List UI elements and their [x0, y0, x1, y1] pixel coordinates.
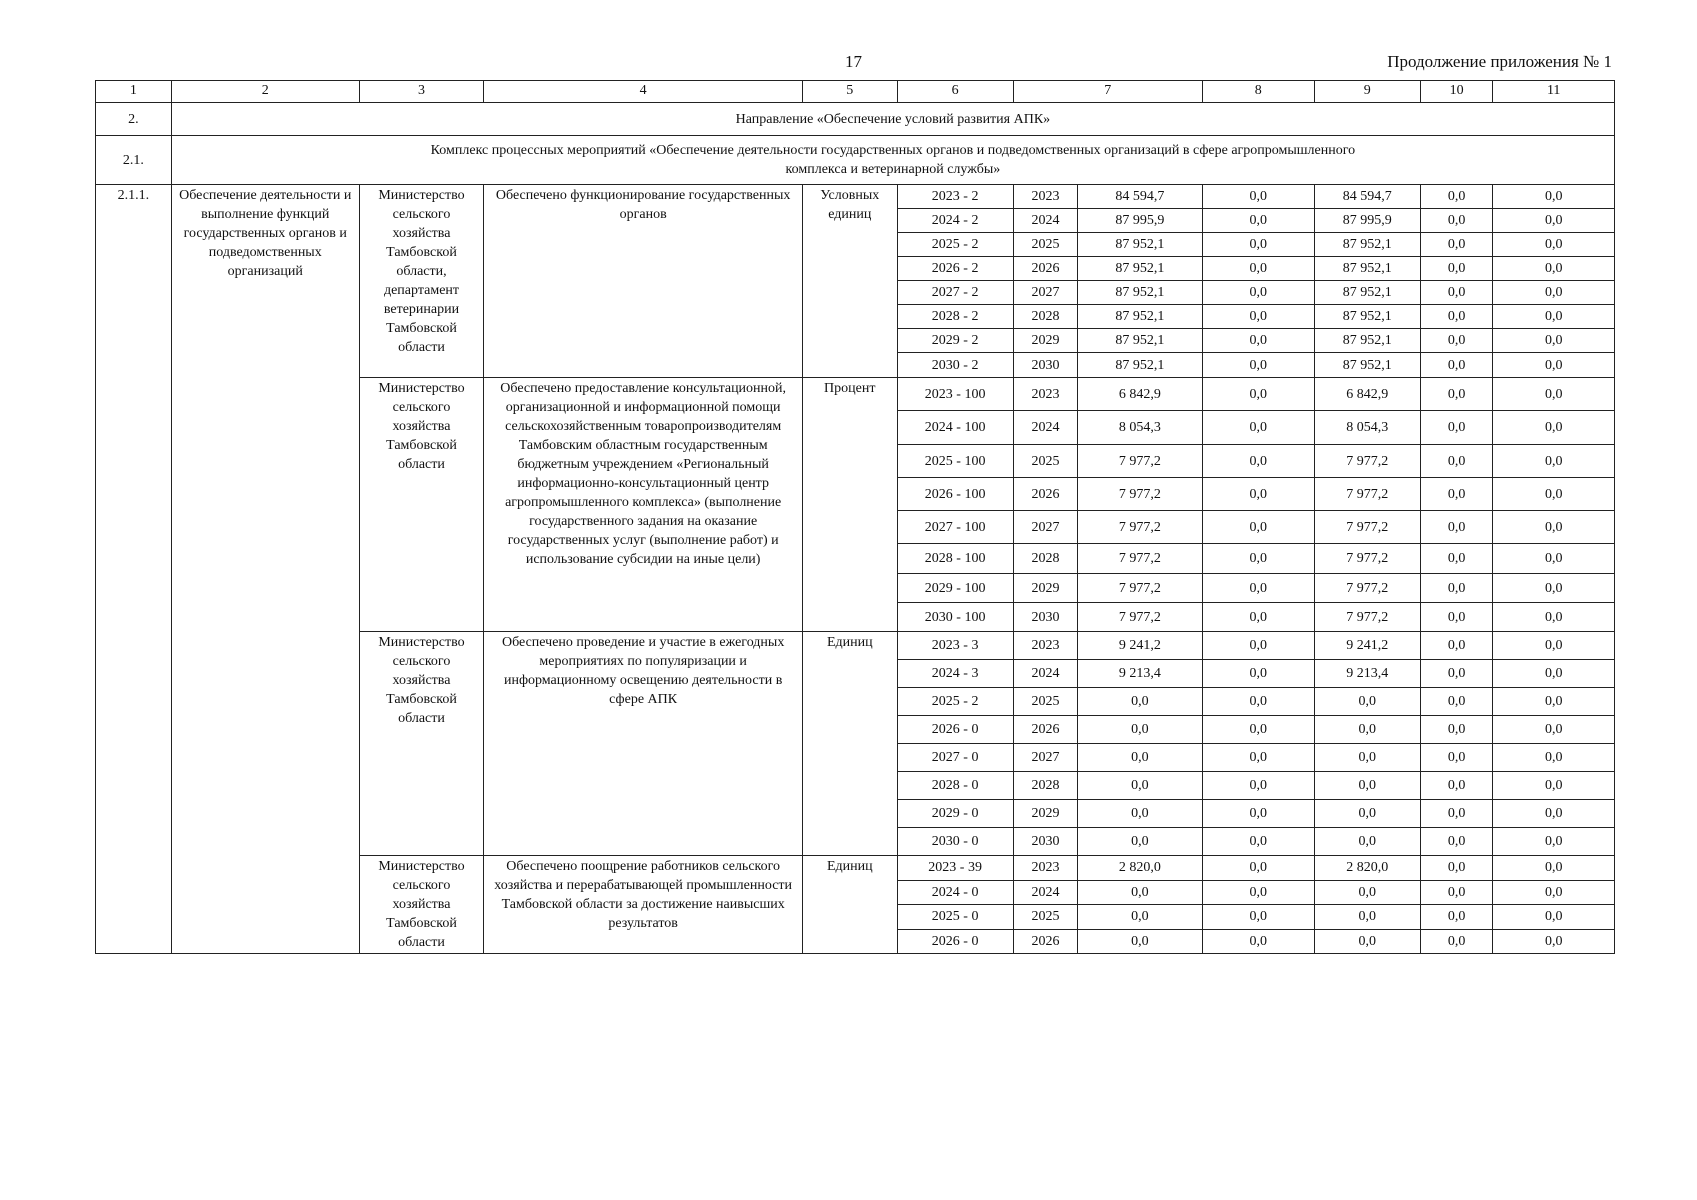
unit: Условных единиц [803, 185, 897, 378]
local-amount: 0,0 [1420, 632, 1493, 660]
target-value: 2026 - 0 [897, 929, 1013, 954]
executor: Министерство сельского хозяйства Тамбовской области [359, 856, 484, 954]
year: 2025 [1013, 445, 1077, 478]
total-amount: 87 952,1 [1078, 233, 1203, 257]
year: 2029 [1013, 329, 1077, 353]
result-description: Обеспечено поощрение работников сельского хозяйства и перерабатывающей промышленности Тамбовской области за достижение наивысших результатов [484, 856, 803, 954]
extrabudget-amount: 0,0 [1493, 445, 1615, 478]
extrabudget-amount: 0,0 [1493, 603, 1615, 632]
year: 2026 [1013, 257, 1077, 281]
regional-amount: 7 977,2 [1314, 511, 1420, 544]
extrabudget-amount: 0,0 [1493, 257, 1615, 281]
federal-amount: 0,0 [1202, 329, 1314, 353]
federal-amount: 0,0 [1202, 744, 1314, 772]
federal-amount: 0,0 [1202, 511, 1314, 544]
target-value: 2030 - 0 [897, 828, 1013, 856]
local-amount: 0,0 [1420, 574, 1493, 603]
federal-amount: 0,0 [1202, 660, 1314, 688]
target-value: 2030 - 2 [897, 353, 1013, 378]
regional-amount: 7 977,2 [1314, 478, 1420, 511]
local-amount: 0,0 [1420, 305, 1493, 329]
column-number: 3 [359, 81, 484, 103]
year: 2025 [1013, 688, 1077, 716]
continuation-label: Продолжение приложения № 1 [1387, 52, 1612, 71]
federal-amount: 0,0 [1202, 688, 1314, 716]
year: 2027 [1013, 744, 1077, 772]
regional-amount: 0,0 [1314, 716, 1420, 744]
regional-amount: 0,0 [1314, 880, 1420, 905]
local-amount: 0,0 [1420, 828, 1493, 856]
regional-amount: 6 842,9 [1314, 378, 1420, 411]
local-amount: 0,0 [1420, 329, 1493, 353]
regional-amount: 7 977,2 [1314, 603, 1420, 632]
result-description: Обеспечено функционирование государственных органов [484, 185, 803, 378]
result-description: Обеспечено проведение и участие в ежегодных мероприятиях по популяризации и информационному освещению деятельности в сфере АПК [484, 632, 803, 856]
target-value: 2025 - 0 [897, 905, 1013, 930]
target-value: 2024 - 3 [897, 660, 1013, 688]
regional-amount: 0,0 [1314, 828, 1420, 856]
regional-amount: 7 977,2 [1314, 574, 1420, 603]
regional-amount: 0,0 [1314, 905, 1420, 930]
extrabudget-amount: 0,0 [1493, 800, 1615, 828]
target-value: 2024 - 2 [897, 209, 1013, 233]
extrabudget-amount: 0,0 [1493, 744, 1615, 772]
federal-amount: 0,0 [1202, 185, 1314, 209]
federal-amount: 0,0 [1202, 929, 1314, 954]
column-number: 2 [171, 81, 359, 103]
result-description: Обеспечено предоставление консультационной, организационной и информационной помощи сельскохозяйственным товаропроизводителям Тамбовским областным государственным бюджетным учреждением «Региональный информационно-консультационный центр агропромышленного комплекса» (выполнение государственного задания на оказание государственных услуг (выполнение работ) и использование субсидии на иные цели) [484, 378, 803, 632]
local-amount: 0,0 [1420, 544, 1493, 574]
target-value: 2030 - 100 [897, 603, 1013, 632]
federal-amount: 0,0 [1202, 305, 1314, 329]
regional-amount: 87 952,1 [1314, 281, 1420, 305]
total-amount: 87 952,1 [1078, 281, 1203, 305]
regional-amount: 87 952,1 [1314, 353, 1420, 378]
year: 2023 [1013, 632, 1077, 660]
total-amount: 6 842,9 [1078, 378, 1203, 411]
total-amount: 0,0 [1078, 800, 1203, 828]
total-amount: 0,0 [1078, 828, 1203, 856]
regional-amount: 0,0 [1314, 744, 1420, 772]
year: 2024 [1013, 660, 1077, 688]
unit: Единиц [803, 856, 897, 954]
year: 2027 [1013, 511, 1077, 544]
extrabudget-amount: 0,0 [1493, 772, 1615, 800]
target-value: 2029 - 0 [897, 800, 1013, 828]
regional-amount: 87 952,1 [1314, 305, 1420, 329]
local-amount: 0,0 [1420, 660, 1493, 688]
regional-amount: 7 977,2 [1314, 544, 1420, 574]
year: 2024 [1013, 411, 1077, 445]
extrabudget-amount: 0,0 [1493, 329, 1615, 353]
federal-amount: 0,0 [1202, 478, 1314, 511]
target-value: 2024 - 100 [897, 411, 1013, 445]
federal-amount: 0,0 [1202, 632, 1314, 660]
total-amount: 7 977,2 [1078, 445, 1203, 478]
local-amount: 0,0 [1420, 929, 1493, 954]
year: 2024 [1013, 209, 1077, 233]
extrabudget-amount: 0,0 [1493, 185, 1615, 209]
total-amount: 0,0 [1078, 744, 1203, 772]
local-amount: 0,0 [1420, 209, 1493, 233]
column-number: 1 [96, 81, 172, 103]
total-amount: 84 594,7 [1078, 185, 1203, 209]
target-value: 2025 - 2 [897, 688, 1013, 716]
page-number: 17 [845, 52, 862, 71]
executor: Министерство сельского хозяйства Тамбовской области, департамент ветеринарии Тамбовской области [359, 185, 484, 378]
year: 2027 [1013, 281, 1077, 305]
federal-amount: 0,0 [1202, 828, 1314, 856]
local-amount: 0,0 [1420, 856, 1493, 881]
year: 2026 [1013, 478, 1077, 511]
unit: Процент [803, 378, 897, 632]
total-amount: 87 995,9 [1078, 209, 1203, 233]
target-value: 2027 - 2 [897, 281, 1013, 305]
executor: Министерство сельского хозяйства Тамбовской области [359, 632, 484, 856]
total-amount: 0,0 [1078, 772, 1203, 800]
total-amount: 7 977,2 [1078, 478, 1203, 511]
regional-amount: 2 820,0 [1314, 856, 1420, 881]
extrabudget-amount: 0,0 [1493, 305, 1615, 329]
total-amount: 9 241,2 [1078, 632, 1203, 660]
column-number: 6 [897, 81, 1013, 103]
regional-amount: 87 952,1 [1314, 329, 1420, 353]
target-value: 2029 - 2 [897, 329, 1013, 353]
regional-amount: 87 995,9 [1314, 209, 1420, 233]
target-value: 2024 - 0 [897, 880, 1013, 905]
column-number: 4 [484, 81, 803, 103]
total-amount: 7 977,2 [1078, 603, 1203, 632]
extrabudget-amount: 0,0 [1493, 880, 1615, 905]
local-amount: 0,0 [1420, 233, 1493, 257]
total-amount: 87 952,1 [1078, 329, 1203, 353]
extrabudget-amount: 0,0 [1493, 574, 1615, 603]
year: 2029 [1013, 800, 1077, 828]
federal-amount: 0,0 [1202, 544, 1314, 574]
column-number: 10 [1420, 81, 1493, 103]
local-amount: 0,0 [1420, 411, 1493, 445]
federal-amount: 0,0 [1202, 772, 1314, 800]
regional-amount: 87 952,1 [1314, 257, 1420, 281]
local-amount: 0,0 [1420, 688, 1493, 716]
target-value: 2028 - 100 [897, 544, 1013, 574]
extrabudget-amount: 0,0 [1493, 856, 1615, 881]
local-amount: 0,0 [1420, 478, 1493, 511]
target-value: 2023 - 100 [897, 378, 1013, 411]
federal-amount: 0,0 [1202, 209, 1314, 233]
total-amount: 87 952,1 [1078, 305, 1203, 329]
total-amount: 0,0 [1078, 929, 1203, 954]
total-amount: 7 977,2 [1078, 544, 1203, 574]
total-amount: 0,0 [1078, 880, 1203, 905]
federal-amount: 0,0 [1202, 716, 1314, 744]
year: 2028 [1013, 772, 1077, 800]
regional-amount: 0,0 [1314, 688, 1420, 716]
section-row [96, 103, 1615, 136]
total-amount: 2 820,0 [1078, 856, 1203, 881]
total-amount: 0,0 [1078, 716, 1203, 744]
item-number: 2.1.1. [96, 185, 172, 954]
total-amount: 87 952,1 [1078, 353, 1203, 378]
target-value: 2027 - 100 [897, 511, 1013, 544]
extrabudget-amount: 0,0 [1493, 378, 1615, 411]
total-amount: 0,0 [1078, 688, 1203, 716]
target-value: 2023 - 2 [897, 185, 1013, 209]
section-title: Комплекс процессных мероприятий «Обеспечение деятельности государственных органов и подведомственных организаций в сфере агропромышленного комплекса и ветеринарной службы» [171, 136, 1614, 185]
year: 2023 [1013, 185, 1077, 209]
extrabudget-amount: 0,0 [1493, 716, 1615, 744]
regional-amount: 9 213,4 [1314, 660, 1420, 688]
section-number: 2.1. [96, 136, 172, 185]
extrabudget-amount: 0,0 [1493, 353, 1615, 378]
target-value: 2025 - 100 [897, 445, 1013, 478]
federal-amount: 0,0 [1202, 445, 1314, 478]
section-row [96, 136, 1615, 185]
target-value: 2028 - 2 [897, 305, 1013, 329]
regional-amount: 0,0 [1314, 772, 1420, 800]
year: 2028 [1013, 544, 1077, 574]
total-amount: 7 977,2 [1078, 511, 1203, 544]
local-amount: 0,0 [1420, 744, 1493, 772]
local-amount: 0,0 [1420, 800, 1493, 828]
extrabudget-amount: 0,0 [1493, 905, 1615, 930]
extrabudget-amount: 0,0 [1493, 281, 1615, 305]
local-amount: 0,0 [1420, 772, 1493, 800]
year: 2029 [1013, 574, 1077, 603]
local-amount: 0,0 [1420, 716, 1493, 744]
unit: Единиц [803, 632, 897, 856]
target-value: 2027 - 0 [897, 744, 1013, 772]
extrabudget-amount: 0,0 [1493, 511, 1615, 544]
regional-amount: 7 977,2 [1314, 445, 1420, 478]
regional-amount: 84 594,7 [1314, 185, 1420, 209]
local-amount: 0,0 [1420, 281, 1493, 305]
federal-amount: 0,0 [1202, 880, 1314, 905]
extrabudget-amount: 0,0 [1493, 209, 1615, 233]
local-amount: 0,0 [1420, 511, 1493, 544]
extrabudget-amount: 0,0 [1493, 632, 1615, 660]
year: 2028 [1013, 305, 1077, 329]
total-amount: 87 952,1 [1078, 257, 1203, 281]
target-value: 2029 - 100 [897, 574, 1013, 603]
program-table [95, 80, 1615, 954]
local-amount: 0,0 [1420, 353, 1493, 378]
target-value: 2028 - 0 [897, 772, 1013, 800]
column-number-row [96, 81, 1615, 103]
extrabudget-amount: 0,0 [1493, 929, 1615, 954]
target-value: 2026 - 100 [897, 478, 1013, 511]
total-amount: 8 054,3 [1078, 411, 1203, 445]
regional-amount: 8 054,3 [1314, 411, 1420, 445]
year: 2030 [1013, 828, 1077, 856]
year: 2030 [1013, 353, 1077, 378]
federal-amount: 0,0 [1202, 233, 1314, 257]
federal-amount: 0,0 [1202, 905, 1314, 930]
regional-amount: 0,0 [1314, 800, 1420, 828]
federal-amount: 0,0 [1202, 353, 1314, 378]
federal-amount: 0,0 [1202, 603, 1314, 632]
year: 2024 [1013, 880, 1077, 905]
local-amount: 0,0 [1420, 378, 1493, 411]
target-value: 2023 - 3 [897, 632, 1013, 660]
target-value: 2026 - 2 [897, 257, 1013, 281]
federal-amount: 0,0 [1202, 411, 1314, 445]
column-number: 11 [1493, 81, 1615, 103]
extrabudget-amount: 0,0 [1493, 688, 1615, 716]
local-amount: 0,0 [1420, 445, 1493, 478]
total-amount: 7 977,2 [1078, 574, 1203, 603]
federal-amount: 0,0 [1202, 856, 1314, 881]
extrabudget-amount: 0,0 [1493, 233, 1615, 257]
target-value: 2025 - 2 [897, 233, 1013, 257]
regional-amount: 87 952,1 [1314, 233, 1420, 257]
extrabudget-amount: 0,0 [1493, 544, 1615, 574]
extrabudget-amount: 0,0 [1493, 411, 1615, 445]
total-amount: 0,0 [1078, 905, 1203, 930]
item-name: Обеспечение деятельности и выполнение функций государственных органов и подведомственных организаций [171, 185, 359, 954]
year: 2026 [1013, 929, 1077, 954]
extrabudget-amount: 0,0 [1493, 660, 1615, 688]
executor: Министерство сельского хозяйства Тамбовской области [359, 378, 484, 632]
year: 2025 [1013, 905, 1077, 930]
total-amount: 9 213,4 [1078, 660, 1203, 688]
target-value: 2023 - 39 [897, 856, 1013, 881]
section-title: Направление «Обеспечение условий развития АПК» [171, 103, 1614, 136]
year: 2026 [1013, 716, 1077, 744]
federal-amount: 0,0 [1202, 281, 1314, 305]
year: 2023 [1013, 856, 1077, 881]
year: 2023 [1013, 378, 1077, 411]
data-row [96, 185, 1615, 209]
federal-amount: 0,0 [1202, 257, 1314, 281]
local-amount: 0,0 [1420, 905, 1493, 930]
local-amount: 0,0 [1420, 257, 1493, 281]
column-number: 7 [1013, 81, 1202, 103]
federal-amount: 0,0 [1202, 800, 1314, 828]
section-number: 2. [96, 103, 172, 136]
year: 2030 [1013, 603, 1077, 632]
extrabudget-amount: 0,0 [1493, 828, 1615, 856]
local-amount: 0,0 [1420, 880, 1493, 905]
column-number: 5 [803, 81, 897, 103]
regional-amount: 0,0 [1314, 929, 1420, 954]
local-amount: 0,0 [1420, 603, 1493, 632]
federal-amount: 0,0 [1202, 574, 1314, 603]
local-amount: 0,0 [1420, 185, 1493, 209]
extrabudget-amount: 0,0 [1493, 478, 1615, 511]
federal-amount: 0,0 [1202, 378, 1314, 411]
column-number: 8 [1202, 81, 1314, 103]
column-number: 9 [1314, 81, 1420, 103]
target-value: 2026 - 0 [897, 716, 1013, 744]
year: 2025 [1013, 233, 1077, 257]
regional-amount: 9 241,2 [1314, 632, 1420, 660]
